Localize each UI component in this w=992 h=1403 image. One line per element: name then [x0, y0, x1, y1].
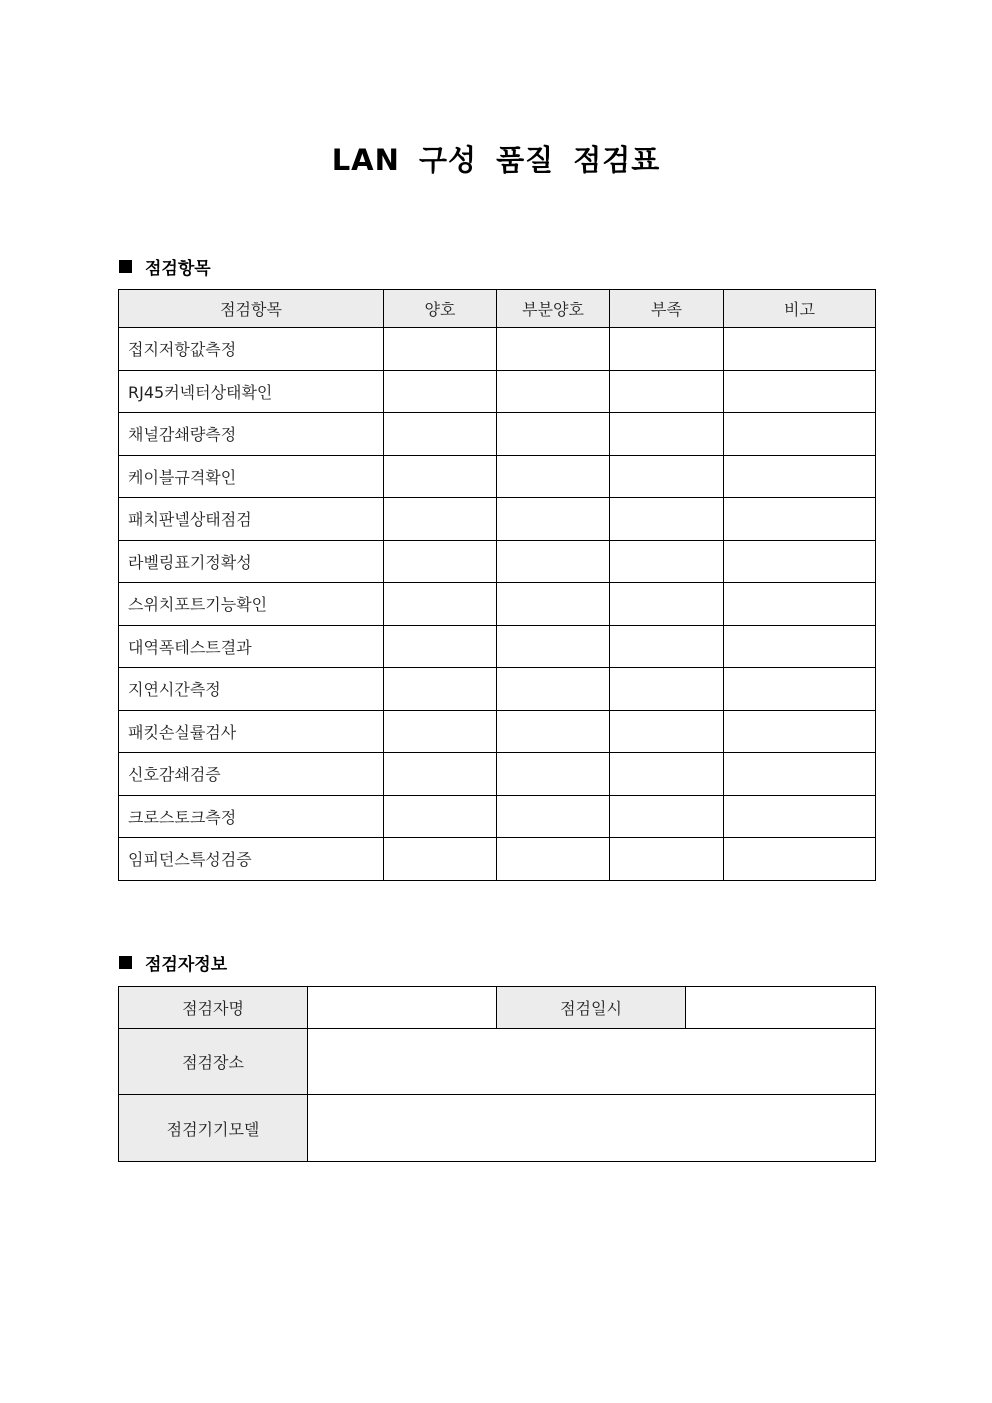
table-row — [119, 753, 876, 796]
remarks-cell[interactable] — [724, 498, 876, 541]
inspector-name-label: 점검자명 — [119, 987, 308, 1029]
item-name-cell: 임피던스특성검증 — [119, 838, 384, 881]
remarks-cell[interactable] — [724, 583, 876, 626]
remarks-cell[interactable] — [724, 328, 876, 371]
poor-check-cell[interactable] — [610, 795, 724, 838]
item-name-cell: 신호감쇄검증 — [119, 753, 384, 796]
partial-check-cell[interactable] — [497, 540, 610, 583]
item-name-cell: 크로스토크측정 — [119, 795, 384, 838]
poor-check-cell[interactable] — [610, 668, 724, 711]
remarks-cell[interactable] — [724, 838, 876, 881]
remarks-cell[interactable] — [724, 625, 876, 668]
poor-check-cell[interactable] — [610, 583, 724, 626]
remarks-cell[interactable] — [724, 540, 876, 583]
inspector-name-field[interactable] — [308, 987, 497, 1029]
good-check-cell[interactable] — [384, 583, 497, 626]
partial-check-cell[interactable] — [497, 328, 610, 371]
partial-check-cell[interactable] — [497, 710, 610, 753]
info-row-device-model — [119, 1095, 876, 1162]
poor-check-cell[interactable] — [610, 753, 724, 796]
location-label: 점검장소 — [119, 1029, 308, 1095]
square-bullet-icon — [119, 260, 132, 273]
good-check-cell[interactable] — [384, 498, 497, 541]
table-row — [119, 838, 876, 881]
item-name-cell: 패치판넬상태점검 — [119, 498, 384, 541]
partial-check-cell[interactable] — [497, 668, 610, 711]
remarks-cell[interactable] — [724, 668, 876, 711]
good-check-cell[interactable] — [384, 540, 497, 583]
partial-check-cell[interactable] — [497, 753, 610, 796]
column-header-poor: 부족 — [610, 290, 724, 328]
device-model-field[interactable] — [308, 1095, 876, 1162]
partial-check-cell[interactable] — [497, 625, 610, 668]
good-check-cell[interactable] — [384, 328, 497, 371]
partial-check-cell[interactable] — [497, 795, 610, 838]
inspection-datetime-label: 점검일시 — [497, 987, 686, 1029]
info-row-name-date — [119, 987, 876, 1029]
good-check-cell[interactable] — [384, 413, 497, 456]
remarks-cell[interactable] — [724, 455, 876, 498]
item-name-cell: 패킷손실률검사 — [119, 710, 384, 753]
poor-check-cell[interactable] — [610, 710, 724, 753]
partial-check-cell[interactable] — [497, 498, 610, 541]
partial-check-cell[interactable] — [497, 455, 610, 498]
inspection-items-table — [118, 289, 876, 881]
info-row-location — [119, 1029, 876, 1095]
table-row — [119, 328, 876, 371]
section-heading-inspector-info — [119, 950, 227, 975]
square-bullet-icon — [119, 956, 132, 969]
document-title: LAN 구성 품질 점검표 — [331, 143, 661, 177]
table-row — [119, 413, 876, 456]
remarks-cell[interactable] — [724, 370, 876, 413]
item-name-cell: 케이블규격확인 — [119, 455, 384, 498]
remarks-cell[interactable] — [724, 753, 876, 796]
partial-check-cell[interactable] — [497, 413, 610, 456]
good-check-cell[interactable] — [384, 838, 497, 881]
table-row — [119, 370, 876, 413]
device-model-label: 점검기기모델 — [119, 1095, 308, 1162]
partial-check-cell[interactable] — [497, 370, 610, 413]
section-heading-label: 점검자정보 — [145, 955, 228, 975]
remarks-cell[interactable] — [724, 795, 876, 838]
poor-check-cell[interactable] — [610, 498, 724, 541]
table-row — [119, 710, 876, 753]
poor-check-cell[interactable] — [610, 838, 724, 881]
poor-check-cell[interactable] — [610, 413, 724, 456]
column-header-partial: 부분양호 — [497, 290, 610, 328]
table-row — [119, 540, 876, 583]
table-header-row — [119, 290, 876, 328]
poor-check-cell[interactable] — [610, 455, 724, 498]
partial-check-cell[interactable] — [497, 583, 610, 626]
item-name-cell: 대역폭테스트결과 — [119, 625, 384, 668]
table-row — [119, 625, 876, 668]
table-row — [119, 583, 876, 626]
good-check-cell[interactable] — [384, 710, 497, 753]
column-header-remarks: 비고 — [724, 290, 876, 328]
inspection-datetime-field[interactable] — [686, 987, 876, 1029]
section-heading-label: 점검항목 — [145, 259, 211, 279]
good-check-cell[interactable] — [384, 625, 497, 668]
item-name-cell: RJ45커넥터상태확인 — [119, 370, 384, 413]
poor-check-cell[interactable] — [610, 625, 724, 668]
section-heading-inspection-items — [119, 254, 211, 279]
table-row — [119, 498, 876, 541]
table-row — [119, 455, 876, 498]
column-header-item: 점검항목 — [119, 290, 384, 328]
table-row — [119, 668, 876, 711]
good-check-cell[interactable] — [384, 455, 497, 498]
poor-check-cell[interactable] — [610, 328, 724, 371]
column-header-good: 양호 — [384, 290, 497, 328]
inspector-info-table — [118, 986, 876, 1162]
remarks-cell[interactable] — [724, 413, 876, 456]
item-name-cell: 지연시간측정 — [119, 668, 384, 711]
remarks-cell[interactable] — [724, 710, 876, 753]
good-check-cell[interactable] — [384, 668, 497, 711]
location-field[interactable] — [308, 1029, 876, 1095]
poor-check-cell[interactable] — [610, 540, 724, 583]
item-name-cell: 라벨링표기정확성 — [119, 540, 384, 583]
item-name-cell: 스위치포트기능확인 — [119, 583, 384, 626]
good-check-cell[interactable] — [384, 795, 497, 838]
item-name-cell: 채널감쇄량측정 — [119, 413, 384, 456]
table-row — [119, 795, 876, 838]
poor-check-cell[interactable] — [610, 370, 724, 413]
good-check-cell[interactable] — [384, 370, 497, 413]
item-name-cell: 접지저항값측정 — [119, 328, 384, 371]
good-check-cell[interactable] — [384, 753, 497, 796]
partial-check-cell[interactable] — [497, 838, 610, 881]
